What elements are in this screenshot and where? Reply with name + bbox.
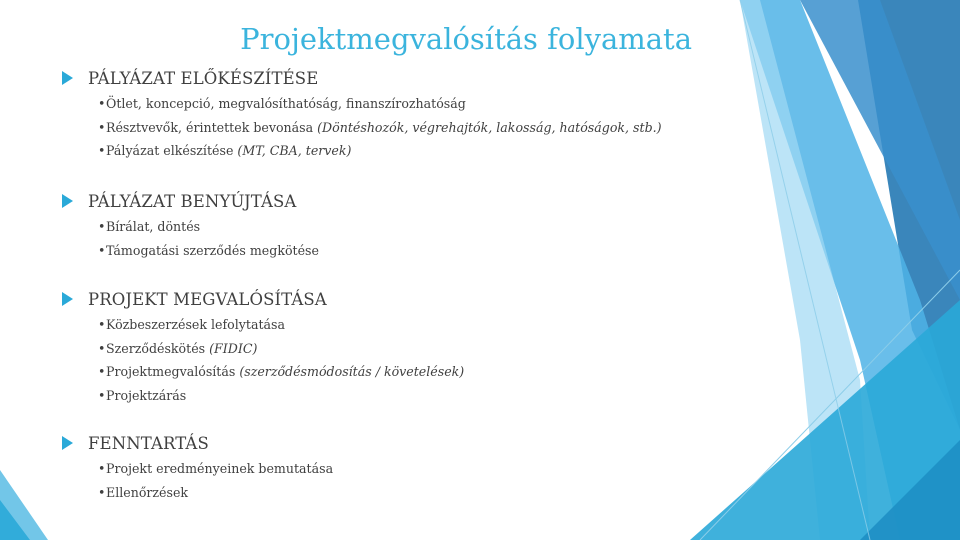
list-item: •Közbeszerzések lefolytatása xyxy=(98,313,738,337)
section-fenntartas xyxy=(58,431,738,504)
page-title: Projektmegvalósítás folyamata xyxy=(240,22,692,56)
dot-bullet-icon: • xyxy=(98,461,106,476)
section-projekt-megvalositasa xyxy=(58,287,738,407)
dot-bullet-icon: • xyxy=(98,219,106,234)
dot-bullet-icon: • xyxy=(98,317,106,332)
list-item: •Projektmegvalósítás (szerződésmódosítás / követelések) xyxy=(98,360,738,384)
list-item: •Ellenőrzések xyxy=(98,481,738,505)
dot-bullet-icon: • xyxy=(98,340,106,356)
section-palyazat-benyujtasa xyxy=(58,189,738,262)
section-heading-text: PÁLYÁZAT BENYÚJTÁSA xyxy=(88,191,297,211)
section-palyazat-elokeszitese xyxy=(58,66,738,163)
dot-bullet-icon: • xyxy=(98,242,106,258)
list-item: •Szerződéskötés (FIDIC) xyxy=(98,337,738,361)
triangle-bullet-icon xyxy=(62,194,73,208)
dot-bullet-icon: • xyxy=(98,484,106,500)
dot-bullet-icon: • xyxy=(98,119,106,135)
list-item: •Ötlet, koncepció, megvalósíthatóság, finanszírozhatóság xyxy=(98,92,738,116)
dot-bullet-icon: • xyxy=(98,96,106,111)
list-item: •Projektzárás xyxy=(98,384,738,408)
list-item: •Projekt eredményeinek bemutatása xyxy=(98,457,738,481)
section-heading xyxy=(58,189,738,213)
list-item: •Résztvevők, érintettek bevonása (Döntéshozók, végrehajtók, lakosság, hatóságok, stb.) xyxy=(98,116,738,140)
list-item: •Bírálat, döntés xyxy=(98,215,738,239)
dot-bullet-icon: • xyxy=(98,387,106,403)
dot-bullet-icon: • xyxy=(98,364,106,379)
triangle-bullet-icon xyxy=(62,71,73,85)
list-item: •Pályázat elkészítése (MT, CBA, tervek) xyxy=(98,139,738,163)
triangle-bullet-icon xyxy=(62,436,73,450)
triangle-bullet-icon xyxy=(62,292,73,306)
section-heading-text: FENNTARTÁS xyxy=(88,433,209,453)
section-heading xyxy=(58,66,738,90)
section-heading-text: PÁLYÁZAT ELŐKÉSZÍTÉSE xyxy=(88,68,319,88)
section-heading xyxy=(58,431,738,455)
dot-bullet-icon: • xyxy=(98,143,106,158)
section-heading-text: PROJEKT MEGVALÓSÍTÁSA xyxy=(88,289,327,309)
list-item: •Támogatási szerződés megkötése xyxy=(98,239,738,263)
section-heading xyxy=(58,287,738,311)
